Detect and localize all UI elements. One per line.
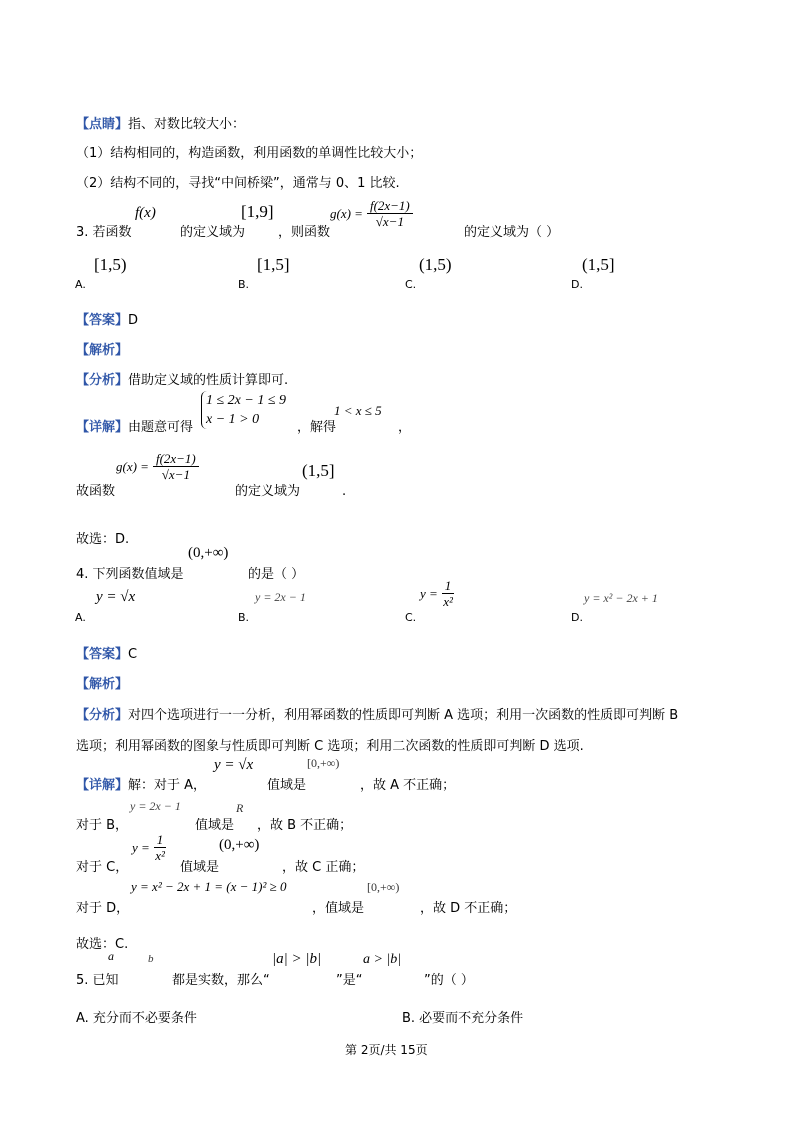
q4-option-c-numerator: 1 (442, 579, 455, 594)
q4-fenxi-tag: 【分析】 (76, 708, 129, 723)
q3-xiangjie-tag: 【详解】 (76, 420, 129, 435)
q4-d-text1: 对于 D， (76, 901, 130, 916)
page-footer: 第 2页/共 15页 (345, 1043, 428, 1057)
q3-stem-4: 的定义域为（ ） (464, 225, 560, 240)
q5-stem-2: 都是实数，那么“ (172, 973, 270, 988)
q4-c-range: (0,+∞) (219, 837, 260, 853)
q4-range-expr: (0,+∞) (188, 545, 229, 561)
q5-var-b: b (148, 953, 154, 965)
q4-c-denominator: x² (155, 848, 165, 863)
q3-g-lhs-repeat: g(x) = (116, 459, 149, 474)
q4-analysis-tag: 【解析】 (76, 677, 129, 692)
q3-gu-result: (1,5] (302, 461, 335, 480)
q3-option-c-math[interactable]: (1,5) (419, 255, 452, 274)
q3-g-fraction-repeat (153, 452, 199, 481)
q3-choose: 故选：D. (76, 532, 130, 547)
q3-system-row-2: x − 1 > 0 (206, 412, 260, 427)
q4-stem-2: 的是（ ） (248, 567, 305, 582)
q5-cond1: |a| > |b| (272, 951, 322, 967)
q3-inequality-system (201, 391, 286, 429)
q5-stem-1: 5. 已知 (76, 973, 119, 988)
dianjing-tag: 【点睛】 (76, 117, 129, 132)
q3-option-b-math[interactable]: [1,5] (257, 255, 290, 274)
q4-a-text2: 值域是 (267, 778, 307, 793)
q3-xiangjie-line (76, 421, 193, 434)
q3-g-lhs: g(x) = (330, 206, 363, 221)
q4-fenxi-text1: 对四个选项进行一一分析，利用幂函数的性质即可判断 A 选项；利用一次函数的性质即可判断 B (128, 708, 679, 723)
q4-choose: 故选：C. (76, 937, 129, 952)
q4-b-text2: 值域是 (195, 818, 235, 833)
q3-answer: D (128, 313, 139, 328)
q4-a-range: [0,+∞) (307, 756, 340, 770)
q3-option-d-label[interactable]: D. (571, 278, 583, 291)
q3-answer-tag: 【答案】 (76, 313, 129, 328)
q4-xiangjie-tag: 【详解】 (76, 778, 129, 793)
q4-option-c-lhs: y = (420, 586, 438, 601)
q3-xiangjie-text3: ， (398, 420, 412, 435)
q4-answer-line (76, 648, 137, 661)
q4-a-math: y = √x (214, 757, 254, 773)
q5-var-a: a (108, 949, 114, 963)
dianjing-text: 指、对数比较大小： (128, 117, 246, 132)
q4-option-c-denominator: x² (443, 594, 453, 609)
q4-option-c-math[interactable] (420, 579, 454, 608)
q3-analysis-tag: 【解析】 (76, 343, 129, 358)
q4-option-c-label[interactable]: C. (405, 611, 417, 624)
q3-g-numerator: f(2x−1) (367, 199, 413, 214)
q4-d-range: [0,+∞) (367, 880, 400, 894)
q3-gu-text2: 的定义域为 (235, 484, 301, 499)
q4-b-math: y = 2x − 1 (130, 799, 181, 813)
q4-option-b-math[interactable]: y = 2x − 1 (255, 590, 306, 604)
q3-xiangjie-text1: 由题意可得 (128, 420, 194, 435)
q4-d-text3: ，故 D 不正确； (420, 901, 517, 916)
q4-c-numerator: 1 (154, 833, 167, 848)
q4-a-text1: 解：对于 A， (128, 778, 207, 793)
q3-system-row-1: 1 ≤ 2x − 1 ≤ 9 (206, 393, 287, 408)
q3-g-numerator-repeat: f(2x−1) (153, 452, 199, 467)
q3-option-a-label[interactable]: A. (75, 278, 86, 291)
dianjing-point-1: （1）结构相同的，构造函数，利用函数的单调性比较大小； (76, 146, 423, 161)
dianjing-line (76, 118, 245, 131)
q4-detail-a-line (76, 779, 206, 792)
q5-option-b[interactable]: B. 必要而不充分条件 (402, 1011, 524, 1026)
q3-fenxi-line (76, 374, 288, 387)
q4-c-lhs: y = (132, 840, 150, 855)
q3-stem-2: 的定义域为 (180, 225, 246, 240)
q5-stem-4: ”的（ ） (424, 973, 474, 988)
q4-b-range: R (236, 801, 244, 815)
q4-a-text3: ，故 A 不正确； (360, 778, 456, 793)
q4-option-b-label[interactable]: B. (238, 611, 250, 624)
q4-b-text3: ，故 B 不正确； (257, 818, 353, 833)
q4-stem-1: 4. 下列函数值域是 (76, 567, 184, 582)
q3-option-b-label[interactable]: B. (238, 278, 250, 291)
q3-answer-line (76, 314, 138, 327)
q4-c-text2: 值域是 (180, 860, 220, 875)
q4-b-text1: 对于 B， (76, 818, 129, 833)
q3-stem-3: ，则函数 (278, 225, 331, 240)
q4-option-d-label[interactable]: D. (571, 611, 583, 624)
q3-g-denominator: √x−1 (375, 214, 404, 229)
q4-c-text3: ，故 C 正确； (282, 860, 365, 875)
q3-g-definition (330, 199, 413, 228)
q4-option-a-math[interactable]: y = √x (96, 589, 136, 605)
q5-stem-3: ”是“ (336, 973, 363, 988)
q5-cond2: a > |b| (363, 952, 402, 967)
q3-gu-end: . (342, 484, 347, 499)
q4-fenxi-line-2: 选项；利用幂函数的图象与性质即可判断 C 选项；利用二次函数的性质即可判断 D 选项. (76, 739, 584, 754)
q3-domain-f: [1,9] (241, 202, 274, 221)
q3-g-definition-repeat (116, 452, 199, 481)
q4-option-d-math[interactable]: y = x² − 2x + 1 (584, 591, 658, 605)
q4-c-fraction (154, 833, 167, 862)
q3-option-a-math[interactable]: [1,5) (94, 255, 127, 274)
q4-d-math: y = x² − 2x + 1 = (x − 1)² ≥ 0 (131, 879, 287, 894)
q4-option-c-fraction (442, 579, 455, 608)
q3-gu-text1: 故函数 (76, 484, 116, 499)
q4-d-text2: ，值域是 (312, 901, 365, 916)
q3-fenxi-text: 借助定义域的性质计算即可. (128, 373, 289, 388)
q3-fenxi-tag: 【分析】 (76, 373, 129, 388)
q3-xiangjie-text2: ，解得 (297, 420, 337, 435)
q4-c-math (132, 833, 166, 862)
q3-f-expr: f(x) (135, 205, 156, 221)
q3-g-fraction (367, 199, 413, 228)
q3-option-c-label[interactable]: C. (405, 278, 417, 291)
dianjing-point-2: （2）结构不同的，寻找“中间桥梁”，通常与 0、1 比较. (76, 176, 400, 191)
q4-fenxi-line-1 (76, 709, 678, 722)
q3-option-d-math[interactable]: (1,5] (582, 255, 615, 274)
q4-option-a-label[interactable]: A. (75, 611, 86, 624)
q3-solve-result: 1 < x ≤ 5 (334, 403, 382, 418)
q4-answer-tag: 【答案】 (76, 647, 129, 662)
q3-g-denominator-repeat: √x−1 (161, 467, 190, 482)
q4-c-text1: 对于 C， (76, 860, 129, 875)
q5-option-a[interactable]: A. 充分而不必要条件 (76, 1011, 197, 1026)
q4-answer: C (128, 647, 138, 662)
q3-stem-1: 3. 若函数 (76, 225, 132, 240)
